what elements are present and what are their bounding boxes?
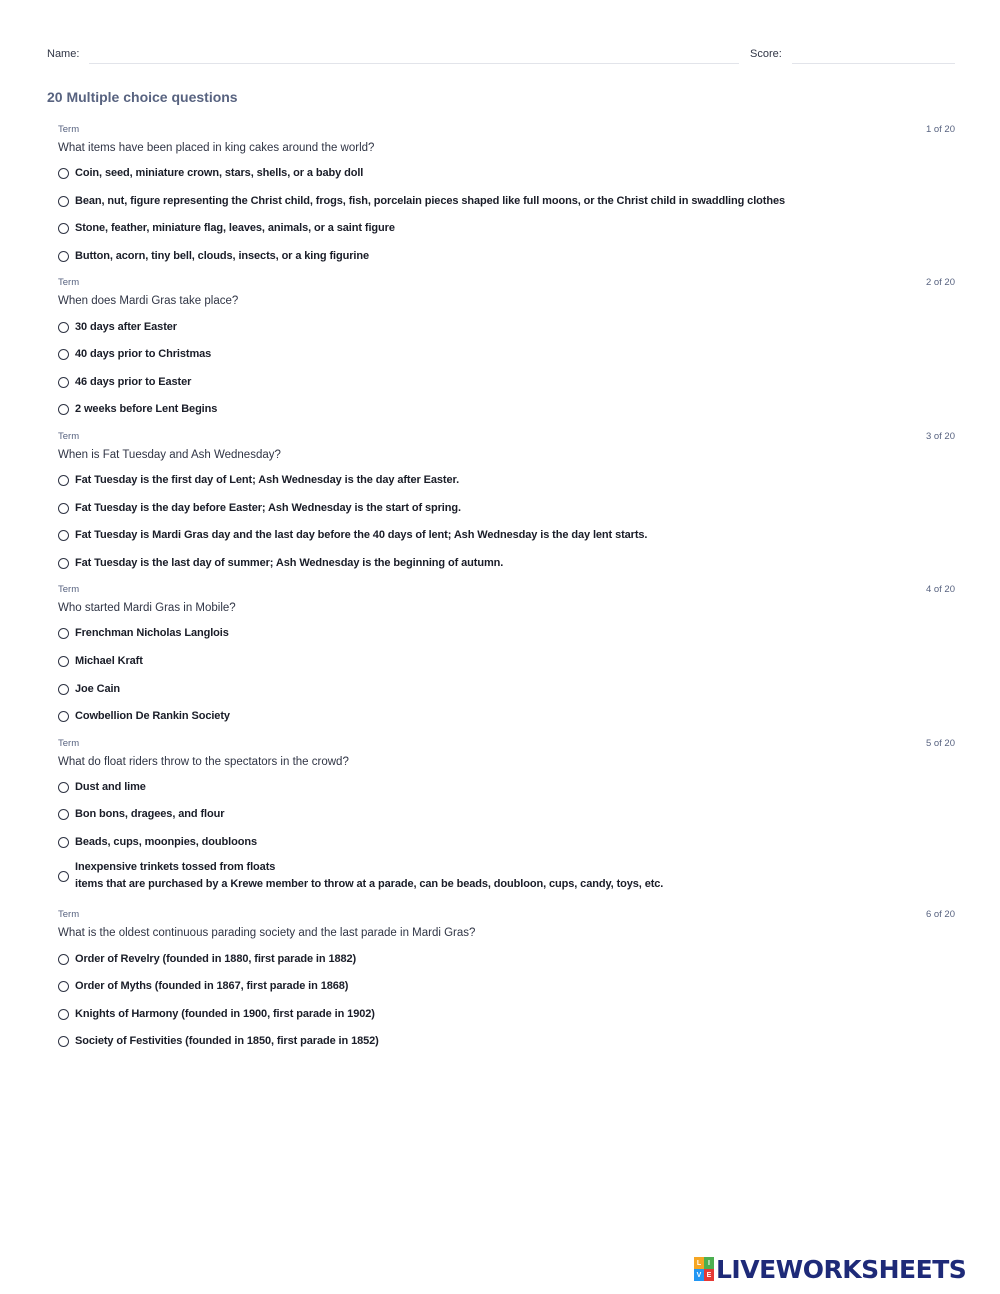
answer-option-text: [75, 653, 143, 670]
answer-option-text: [75, 193, 785, 210]
answer-option-line: Order of Myths (founded in 1867, first parade in 1868): [75, 980, 349, 993]
brand-logo: [694, 1253, 966, 1285]
answer-option-text: [75, 859, 663, 893]
answer-option-text: [75, 978, 348, 995]
answer-option-line: Order of Revelry (founded in 1880, first parade in 1882): [75, 952, 357, 965]
radio-button-icon[interactable]: [58, 349, 69, 360]
question-card: [58, 907, 955, 1060]
worksheet-header: [47, 48, 955, 66]
answer-option-line: 46 days prior to Easter: [75, 375, 192, 388]
question-prompt: What is the oldest continuous parading society and the last parade in Mardi Gras?: [58, 927, 476, 940]
question-prompt: What do float riders throw to the spectators in the crowd?: [58, 755, 349, 768]
answer-option-line: Bean, nut, figure representing the Christ child, frogs, fish, porcelain pieces shaped like full moons, or the Christ child in swaddling clothes: [75, 194, 785, 207]
answer-option[interactable]: [58, 1028, 955, 1056]
score-field[interactable]: [792, 63, 955, 64]
radio-button-icon[interactable]: [58, 168, 69, 179]
radio-button-icon[interactable]: [58, 223, 69, 234]
answer-option-text: [75, 401, 217, 418]
radio-button-icon[interactable]: [58, 656, 69, 667]
answer-option[interactable]: [58, 494, 955, 522]
radio-button-icon[interactable]: [58, 503, 69, 514]
radio-button-icon[interactable]: [58, 377, 69, 388]
question-header: [58, 907, 955, 925]
answer-option[interactable]: [58, 467, 955, 495]
answer-option-text: [75, 625, 229, 642]
question-counter: 6 of 20: [925, 909, 955, 921]
answer-option-line: 40 days prior to Christmas: [75, 348, 212, 361]
answer-option[interactable]: [58, 801, 955, 829]
answer-option-text: [75, 319, 177, 336]
answer-option[interactable]: [58, 522, 955, 550]
logo-mark-icon: [694, 1257, 714, 1281]
answer-option[interactable]: [58, 160, 955, 188]
term-label: Term: [58, 737, 80, 749]
question-prompt: When does Mardi Gras take place?: [58, 295, 239, 308]
question-list: [58, 122, 955, 1061]
answer-option-text: [75, 806, 224, 823]
radio-button-icon[interactable]: [58, 954, 69, 965]
answer-option-text: [75, 951, 356, 968]
answer-option[interactable]: [58, 243, 955, 271]
answer-option-text: [75, 555, 503, 572]
answer-option[interactable]: [58, 945, 955, 973]
radio-button-icon[interactable]: [58, 981, 69, 992]
answer-option-text: [75, 681, 120, 698]
term-label: Term: [58, 584, 80, 596]
radio-button-icon[interactable]: [58, 196, 69, 207]
answer-option-line: Stone, feather, miniature flag, leaves, animals, or a saint figure: [75, 222, 395, 235]
question-prompt: What items have been placed in king cakes around the world?: [58, 142, 375, 154]
answer-option-text: [75, 346, 211, 363]
question-card: [58, 582, 955, 735]
answer-option-text: [75, 248, 369, 265]
answer-option-text: [75, 527, 647, 544]
answer-option[interactable]: [58, 856, 955, 896]
answer-option[interactable]: [58, 341, 955, 369]
question-header: [58, 275, 955, 293]
radio-button-icon[interactable]: [58, 711, 69, 722]
answer-option-text: [75, 779, 146, 796]
radio-button-icon[interactable]: [58, 530, 69, 541]
question-header: [58, 736, 955, 754]
answer-option-text: [75, 1033, 379, 1050]
radio-button-icon[interactable]: [58, 475, 69, 486]
answer-option[interactable]: [58, 1000, 955, 1028]
answer-option[interactable]: [58, 648, 955, 676]
brand-wordmark: LIVEWORKSHEETS: [716, 1254, 967, 1284]
radio-button-icon[interactable]: [58, 628, 69, 639]
answer-option-line: Michael Kraft: [75, 655, 143, 668]
name-label: Name:: [47, 48, 80, 60]
question-card: [58, 275, 955, 428]
answer-option-line: items that are purchased by a Krewe member to throw at a parade, can be beads, doubloon, cups, candy, toys, etc.: [75, 878, 664, 891]
question-counter: 4 of 20: [925, 584, 955, 596]
answer-option[interactable]: [58, 774, 955, 802]
answer-option-line: Bon bons, dragees, and flour: [75, 808, 225, 821]
answer-option-text: [75, 708, 230, 725]
answer-option-text: [75, 165, 363, 182]
answer-option-line: Cowbellion De Rankin Society: [75, 710, 230, 723]
section-title: 20 Multiple choice questions: [47, 89, 238, 105]
answer-option-line: Joe Cain: [75, 682, 121, 695]
term-label: Term: [58, 124, 80, 135]
answer-option[interactable]: [58, 703, 955, 731]
answer-option-line: Knights of Harmony (founded in 1900, first parade in 1902): [75, 1007, 375, 1020]
answer-option-line: 30 days after Easter: [75, 320, 177, 333]
answer-option-line: 2 weeks before Lent Begins: [75, 403, 218, 416]
answer-option[interactable]: [58, 369, 955, 397]
radio-button-icon[interactable]: [58, 1009, 69, 1020]
answer-option[interactable]: [58, 973, 955, 1001]
answer-option-text: [75, 472, 459, 489]
question-card: [58, 736, 955, 908]
answer-option-text: [75, 220, 395, 237]
answer-option-line: Beads, cups, moonpies, doubloons: [75, 835, 257, 848]
term-label: Term: [58, 909, 80, 921]
score-label: Score:: [750, 48, 782, 60]
answer-option-line: Fat Tuesday is Mardi Gras day and the last day before the 40 days of lent; Ash Wednesday is the day lent starts.: [75, 529, 648, 542]
question-counter: 2 of 20: [925, 277, 955, 289]
answer-option-line: Society of Festivities (founded in 1850, first parade in 1852): [75, 1035, 379, 1048]
radio-button-icon[interactable]: [58, 837, 69, 848]
answer-option-text: [75, 500, 461, 517]
question-prompt: When is Fat Tuesday and Ash Wednesday?: [58, 448, 281, 461]
radio-button-icon[interactable]: [58, 404, 69, 415]
answer-option-line: Fat Tuesday is the first day of Lent; Ash Wednesday is the day after Easter.: [75, 474, 460, 487]
answer-option[interactable]: [58, 396, 955, 424]
answer-option-line: Button, acorn, tiny bell, clouds, insects, or a king figurine: [75, 250, 369, 263]
answer-option[interactable]: [58, 188, 955, 216]
question-header: [58, 122, 955, 140]
question-header: [58, 429, 955, 447]
answer-option-line: Coin, seed, miniature crown, stars, shells, or a baby doll: [75, 167, 364, 180]
question-counter: 1 of 20: [925, 124, 955, 135]
answer-option-line: Frenchman Nicholas Langlois: [75, 627, 229, 640]
question-prompt: Who started Mardi Gras in Mobile?: [58, 602, 236, 615]
answer-option[interactable]: [58, 829, 955, 857]
question-counter: 3 of 20: [925, 430, 955, 442]
question-card: [58, 122, 955, 275]
question-header: [58, 582, 955, 600]
radio-button-icon[interactable]: [58, 251, 69, 262]
radio-button-icon[interactable]: [58, 871, 69, 882]
radio-button-icon[interactable]: [58, 322, 69, 333]
answer-option-line: Fat Tuesday is the last day of summer; Ash Wednesday is the beginning of autumn.: [75, 556, 504, 569]
answer-option-text: [75, 834, 257, 851]
answer-option-text: [75, 374, 191, 391]
question-card: [58, 429, 955, 582]
term-label: Term: [58, 430, 80, 442]
answer-option[interactable]: [58, 620, 955, 648]
radio-button-icon[interactable]: [58, 558, 69, 569]
answer-option[interactable]: [58, 215, 955, 243]
answer-option-line: Dust and lime: [75, 780, 146, 793]
answer-option[interactable]: [58, 675, 955, 703]
answer-option-line: Inexpensive trinkets tossed from floats: [75, 861, 276, 874]
term-label: Term: [58, 277, 80, 289]
answer-option[interactable]: [58, 313, 955, 341]
logo-letter: V: [694, 1269, 704, 1281]
radio-button-icon[interactable]: [58, 782, 69, 793]
logo-letter: L: [694, 1257, 704, 1269]
answer-option[interactable]: [58, 550, 955, 578]
radio-button-icon[interactable]: [58, 809, 69, 820]
logo-letter: I: [704, 1257, 714, 1269]
logo-letter: E: [704, 1269, 714, 1281]
radio-button-icon[interactable]: [58, 1036, 69, 1047]
answer-option-text: [75, 1006, 375, 1023]
question-counter: 5 of 20: [925, 737, 955, 749]
answer-option-line: Fat Tuesday is the day before Easter; Ash Wednesday is the start of spring.: [75, 501, 461, 514]
radio-button-icon[interactable]: [58, 684, 69, 695]
name-field[interactable]: [89, 63, 739, 64]
